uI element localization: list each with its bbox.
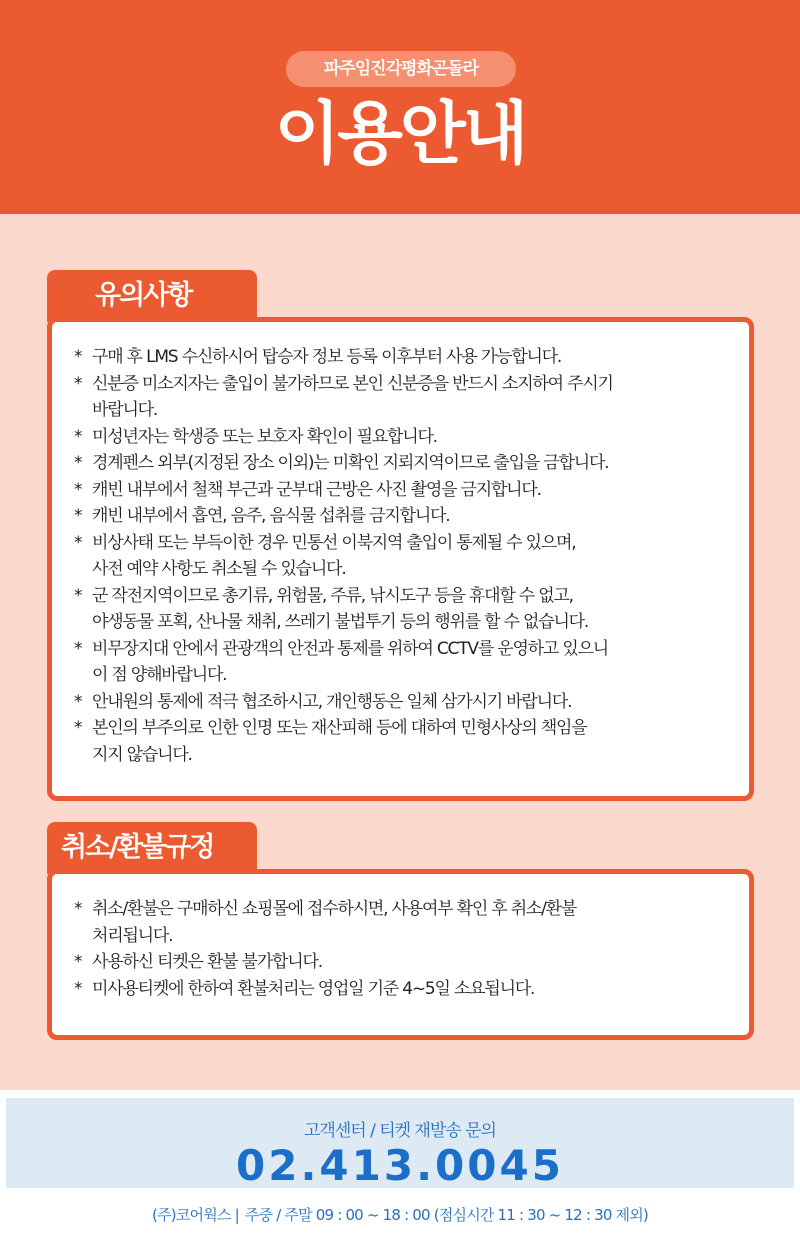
notice-item (52, 371, 749, 424)
notice-item (52, 689, 749, 716)
notice-item-line: 안내원의 통제에 적극 협조하시고, 개인행동은 일체 삼가시기 바랍니다. (92, 691, 572, 712)
refund-item-line: 사용하신 티켓은 환불 불가합니다. (92, 952, 322, 972)
refund-item (52, 976, 749, 1003)
bullet-mark: * (74, 899, 82, 919)
notice-item-line: 사전 예약 사항도 취소될 수 있습니다. (92, 559, 346, 579)
notice-box (47, 317, 754, 801)
hours-text: 주중 / 주말 09 : 00 ~ 18 : 00 (점심시간 11 : 30 ~ 12 : 30 제외) (244, 1206, 648, 1224)
notice-item-line: 본인의 부주의로 인한 인명 또는 재산피해 등에 대하여 민형사상의 책임을 (92, 718, 587, 738)
footer-separator: | (234, 1206, 239, 1224)
bullet-mark: * (74, 718, 82, 738)
header-pill: 파주임진각평화곤돌라 (286, 51, 516, 87)
notice-item-line: 구매 후 LMS 수신하시어 탑승자 정보 등록 이후부터 사용 가능합니다. (92, 347, 562, 367)
notice-item (52, 715, 749, 768)
notice-item-line: 지지 않습니다. (92, 744, 192, 765)
refund-tab: 취소/환불규정 (47, 822, 257, 874)
refund-item (52, 949, 749, 976)
phone-number: 02.413.0045 (236, 1141, 564, 1190)
notice-item (52, 583, 749, 636)
notice-item (52, 477, 749, 504)
bullet-mark: * (74, 506, 82, 526)
notice-item-line: 경계펜스 외부(지정된 장소 이외)는 미확인 지뢰지역이므로 출입을 금합니다. (92, 453, 609, 473)
bullet-mark: * (74, 978, 82, 999)
contact-label: 고객센터 / 티켓 재발송 문의 (304, 1121, 496, 1141)
page-title: 이용안내 (274, 95, 526, 174)
bullet-mark: * (74, 453, 82, 473)
refund-box (47, 869, 754, 1040)
notice-list (52, 322, 749, 768)
notice-item (52, 344, 749, 371)
notice-item-line: 이 점 양해바랍니다. (92, 665, 227, 685)
bullet-mark: * (74, 426, 82, 447)
business-hours (0, 1204, 800, 1225)
notice-item (52, 503, 749, 530)
bullet-mark: * (74, 479, 82, 500)
company-name: (주)코어웍스 (152, 1206, 231, 1224)
bullet-mark: * (74, 347, 82, 367)
notice-item-line: 바랍니다. (92, 400, 158, 420)
notice-item (52, 450, 749, 477)
bullet-mark: * (74, 585, 82, 606)
refund-item-line: 미사용티켓에 한하여 환불처리는 영업일 기준 4~5일 소요됩니다. (92, 978, 535, 999)
bullet-mark: * (74, 952, 82, 972)
refund-item (52, 896, 749, 949)
refund-item-line: 취소/환불은 구매하신 쇼핑몰에 접수하시면, 사용여부 확인 후 취소/환불 (92, 899, 577, 919)
notice-item (52, 636, 749, 689)
notice-item-line: 캐빈 내부에서 흡연, 음주, 음식물 섭취를 금지합니다. (92, 506, 450, 526)
bullet-mark: * (74, 532, 82, 553)
customer-center-footer (0, 1090, 800, 1240)
notice-item-line: 비상사태 또는 부득이한 경우 민통선 이북지역 출입이 통제될 수 있으며, (92, 532, 576, 553)
bullet-mark: * (74, 638, 82, 659)
notice-item-line: 미성년자는 학생증 또는 보호자 확인이 필요합니다. (92, 426, 437, 447)
refund-list (52, 874, 749, 1002)
notice-item-line: 비무장지대 안에서 관광객의 안전과 통제를 위하여 CCTV를 운영하고 있으니 (92, 638, 609, 659)
bullet-mark: * (74, 691, 82, 712)
contact-panel (6, 1098, 794, 1188)
notice-item-line: 신분증 미소지자는 출입이 불가하므로 본인 신분증을 반드시 소지하여 주시기 (92, 373, 613, 394)
bullet-mark: * (74, 373, 82, 394)
refund-item-line: 처리됩니다. (92, 925, 173, 946)
notice-item (52, 530, 749, 583)
notice-tab: 유의사항 (47, 270, 257, 322)
notice-item-line: 캐빈 내부에서 철책 부근과 군부대 근방은 사진 촬영을 금지합니다. (92, 479, 541, 500)
notice-item (52, 424, 749, 451)
notice-item-line: 군 작전지역이므로 총기류, 위험물, 주류, 낚시도구 등을 휴대할 수 없고, (92, 585, 573, 606)
notice-item-line: 야생동물 포획, 산나물 채취, 쓰레기 불법투기 등의 행위를 할 수 없습니다. (92, 612, 589, 632)
header-banner (0, 0, 800, 214)
